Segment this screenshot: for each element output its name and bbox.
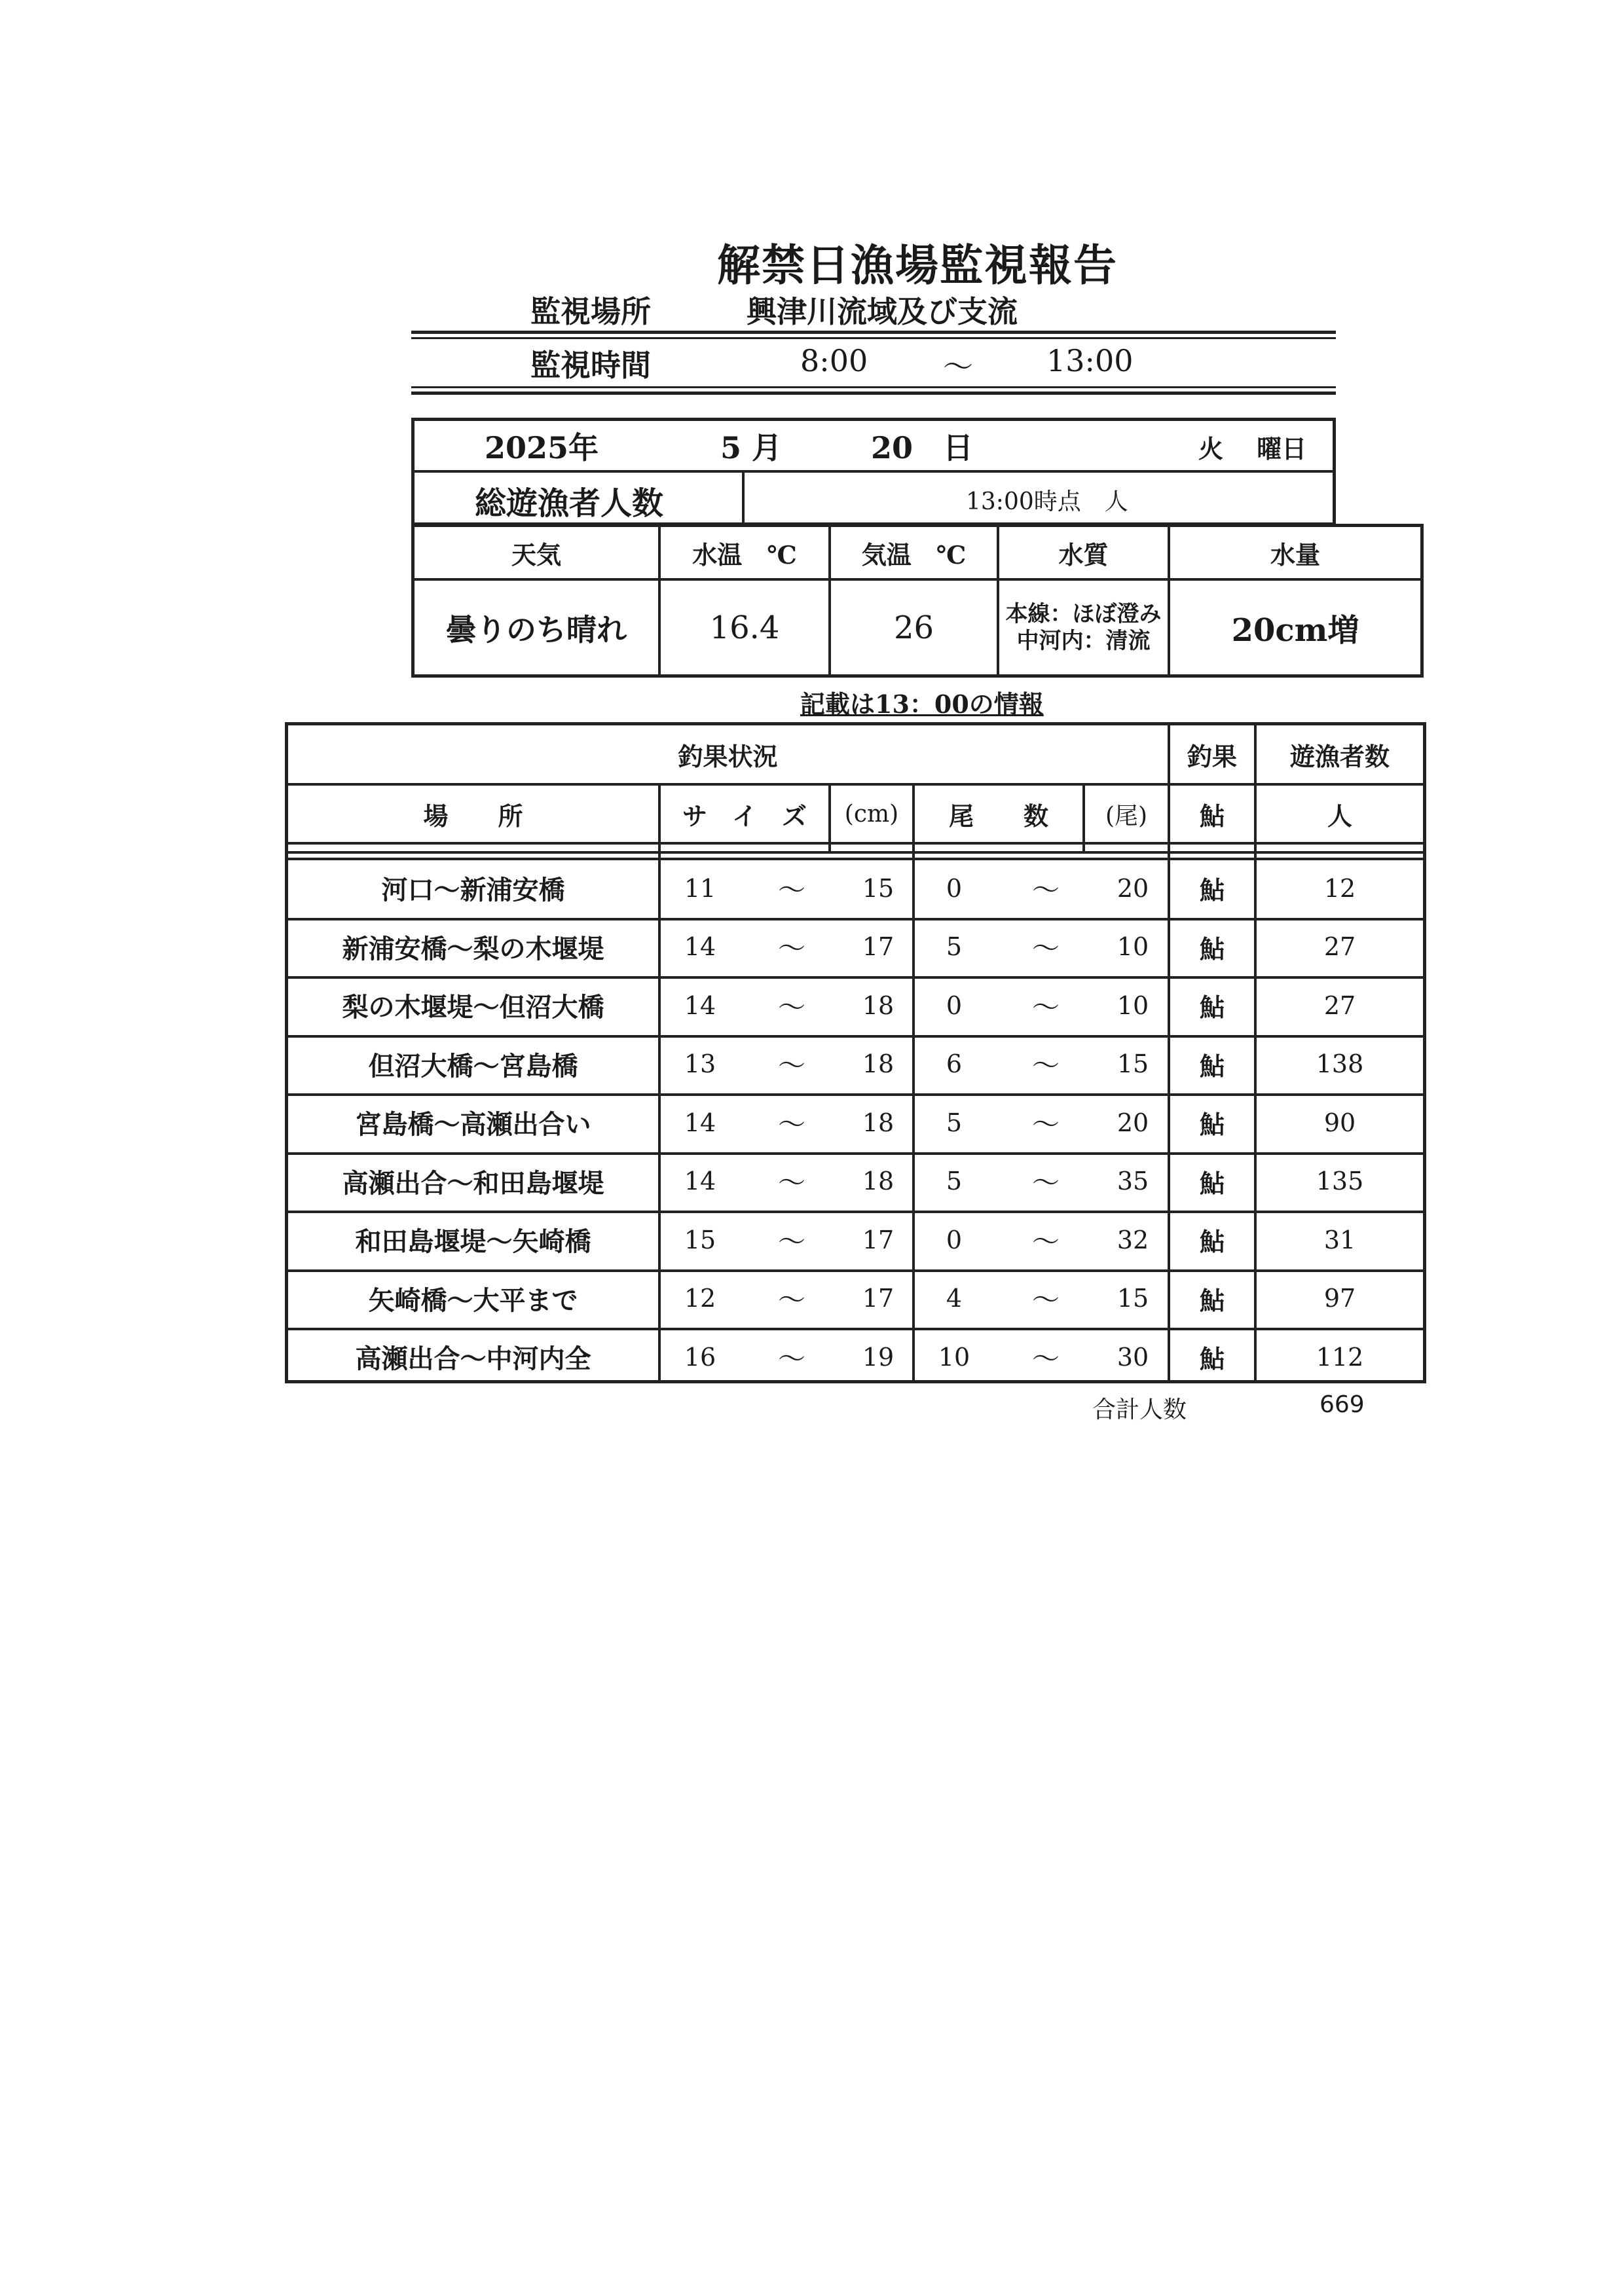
row-size-sep: ～ xyxy=(777,1108,805,1140)
total-label: 合計人数 xyxy=(1092,1396,1187,1423)
row-place: 但沼大橋～宮島橋 xyxy=(368,1050,578,1082)
header-place: 場 所 xyxy=(423,801,523,831)
water-volume-value: 20cm増 xyxy=(1231,612,1359,649)
weather-value: 曇りのち晴れ xyxy=(446,611,627,647)
row-place: 高瀬出合～中河内全 xyxy=(355,1343,591,1375)
row-size-max: 17 xyxy=(862,1284,895,1313)
row-count-sep: ～ xyxy=(1031,1167,1060,1199)
row-size-max: 18 xyxy=(862,1049,895,1079)
time-end: 13:00 xyxy=(1046,343,1134,378)
header-water-temp: 水温 ℃ xyxy=(692,539,797,570)
water-quality-line-1: 本線：ほぼ澄み xyxy=(1005,600,1162,627)
water-temp-value: 16.4 xyxy=(709,609,780,646)
row-fish: 鮎 xyxy=(1199,993,1225,1023)
header-water-quality: 水質 xyxy=(1058,539,1109,570)
row-count-max: 10 xyxy=(1116,932,1149,962)
row-size-max: 15 xyxy=(862,873,895,903)
total-anglers-value: 13:00時点 人 xyxy=(966,488,1128,515)
row-size-sep: ～ xyxy=(777,1284,805,1317)
row-count-min: 6 xyxy=(946,1049,963,1079)
water-quality-line-2: 中河内：清流 xyxy=(1016,627,1151,654)
row-count-min: 4 xyxy=(946,1284,963,1313)
row-size-max: 18 xyxy=(862,991,895,1020)
header-count-unit: (尾) xyxy=(1105,802,1148,829)
row-place: 新浦安橋～梨の木堰堤 xyxy=(342,933,604,964)
row-size-min: 16 xyxy=(684,1342,716,1372)
location-value: 興津川流域及び支流 xyxy=(747,294,1018,329)
row-size-sep: ～ xyxy=(777,991,805,1023)
row-place: 和田島堰堤～矢崎橋 xyxy=(355,1226,591,1258)
row-size-sep: ～ xyxy=(777,1049,805,1082)
time-start: 8:00 xyxy=(800,343,868,378)
row-count-max: 32 xyxy=(1116,1225,1149,1254)
header-catch-status: 釣果状況 xyxy=(678,741,778,771)
row-count-sep: ～ xyxy=(1031,1284,1060,1317)
air-temp-value: 26 xyxy=(893,609,934,646)
row-size-min: 14 xyxy=(684,1108,716,1137)
row-size-max: 18 xyxy=(862,1167,895,1196)
row-count-max: 15 xyxy=(1116,1284,1149,1313)
date-day: 20 日 xyxy=(871,430,974,465)
water-quality-value xyxy=(999,581,1168,674)
row-size-min: 15 xyxy=(684,1225,716,1254)
header-people: 人 xyxy=(1327,801,1352,831)
row-fish: 鮎 xyxy=(1199,1168,1225,1198)
date-weekday: 火 曜日 xyxy=(1198,434,1307,464)
row-count-sep: ～ xyxy=(1031,1049,1060,1082)
row-count-min: 10 xyxy=(938,1342,970,1372)
row-count-sep: ～ xyxy=(1031,991,1060,1023)
row-count-sep: ～ xyxy=(1031,1342,1060,1375)
row-count-min: 5 xyxy=(946,932,963,962)
row-count-min: 5 xyxy=(946,1167,963,1196)
row-people: 135 xyxy=(1316,1167,1364,1196)
row-people: 27 xyxy=(1323,991,1356,1020)
row-size-min: 12 xyxy=(684,1284,716,1313)
row-size-sep: ～ xyxy=(777,873,805,906)
row-people: 138 xyxy=(1316,1049,1364,1079)
divider xyxy=(411,392,1336,395)
row-size-min: 13 xyxy=(684,1049,716,1079)
divider xyxy=(742,470,745,526)
divider xyxy=(411,337,1336,339)
header-anglers: 遊漁者数 xyxy=(1289,741,1390,771)
row-count-max: 10 xyxy=(1116,991,1149,1020)
row-place: 矢崎橋～大平まで xyxy=(368,1285,578,1316)
row-people: 12 xyxy=(1323,873,1356,903)
row-size-sep: ～ xyxy=(777,1225,805,1258)
note: 記載は13：00の情報 xyxy=(800,689,1044,719)
row-fish: 鮎 xyxy=(1199,1227,1225,1257)
time-label: 監視時間 xyxy=(530,348,651,383)
row-place: 高瀬出合～和田島堰堤 xyxy=(342,1167,604,1199)
row-place: 梨の木堰堤～但沼大橋 xyxy=(342,992,604,1023)
row-count-sep: ～ xyxy=(1031,1108,1060,1140)
date-year: 2025年 xyxy=(485,430,599,465)
header-fish-type: 鮎 xyxy=(1199,801,1225,831)
header-fish: 釣果 xyxy=(1187,741,1237,771)
row-count-max: 20 xyxy=(1116,1108,1149,1137)
divider xyxy=(411,386,1336,388)
divider xyxy=(411,331,1336,334)
row-size-min: 11 xyxy=(684,873,716,903)
row-count-min: 0 xyxy=(946,873,963,903)
divider xyxy=(411,470,1336,473)
row-fish: 鮎 xyxy=(1199,875,1225,905)
row-size-sep: ～ xyxy=(777,1167,805,1199)
row-count-sep: ～ xyxy=(1031,932,1060,965)
row-count-min: 0 xyxy=(946,991,963,1020)
row-fish: 鮎 xyxy=(1199,1285,1225,1315)
row-people: 27 xyxy=(1323,932,1356,962)
row-fish: 鮎 xyxy=(1199,1051,1225,1081)
row-count-min: 5 xyxy=(946,1108,963,1137)
time-separator: ～ xyxy=(943,349,973,384)
row-place: 河口～新浦安橋 xyxy=(381,875,565,906)
row-count-max: 20 xyxy=(1116,873,1149,903)
row-fish: 鮎 xyxy=(1199,934,1225,964)
location-label: 監視場所 xyxy=(530,294,651,329)
header-count: 尾 数 xyxy=(948,801,1048,831)
row-size-sep: ～ xyxy=(777,1342,805,1375)
row-people: 90 xyxy=(1323,1108,1356,1137)
row-people: 31 xyxy=(1323,1225,1356,1254)
row-count-max: 15 xyxy=(1116,1049,1149,1079)
row-fish: 鮎 xyxy=(1199,1344,1225,1374)
page-title: 解禁日漁場監視報告 xyxy=(717,240,1118,291)
row-count-sep: ～ xyxy=(1031,873,1060,906)
row-size-min: 14 xyxy=(684,991,716,1020)
row-size-max: 17 xyxy=(862,1225,895,1254)
total-anglers-label: 総遊漁者人数 xyxy=(475,485,664,522)
header-size: サ イ ズ xyxy=(682,801,807,831)
row-count-max: 30 xyxy=(1116,1342,1149,1372)
date-month: 5 月 xyxy=(720,430,783,465)
header-water-volume: 水量 xyxy=(1270,539,1320,570)
row-place: 宮島橋～高瀬出合い xyxy=(355,1109,591,1140)
row-size-min: 14 xyxy=(684,932,716,962)
row-size-min: 14 xyxy=(684,1167,716,1196)
total-value: 669 xyxy=(1320,1391,1365,1418)
header-size-unit: (cm) xyxy=(844,800,899,828)
row-size-max: 18 xyxy=(862,1108,895,1137)
row-count-sep: ～ xyxy=(1031,1225,1060,1258)
row-people: 112 xyxy=(1316,1342,1364,1372)
header-air-temp: 気温 ℃ xyxy=(861,539,967,570)
row-fish: 鮎 xyxy=(1199,1110,1225,1140)
header-weather: 天気 xyxy=(511,539,561,570)
row-people: 97 xyxy=(1323,1284,1356,1313)
row-size-max: 17 xyxy=(862,932,895,962)
row-count-max: 35 xyxy=(1116,1167,1149,1196)
row-size-sep: ～ xyxy=(777,932,805,965)
row-count-min: 0 xyxy=(946,1225,963,1254)
row-size-max: 19 xyxy=(862,1342,895,1372)
